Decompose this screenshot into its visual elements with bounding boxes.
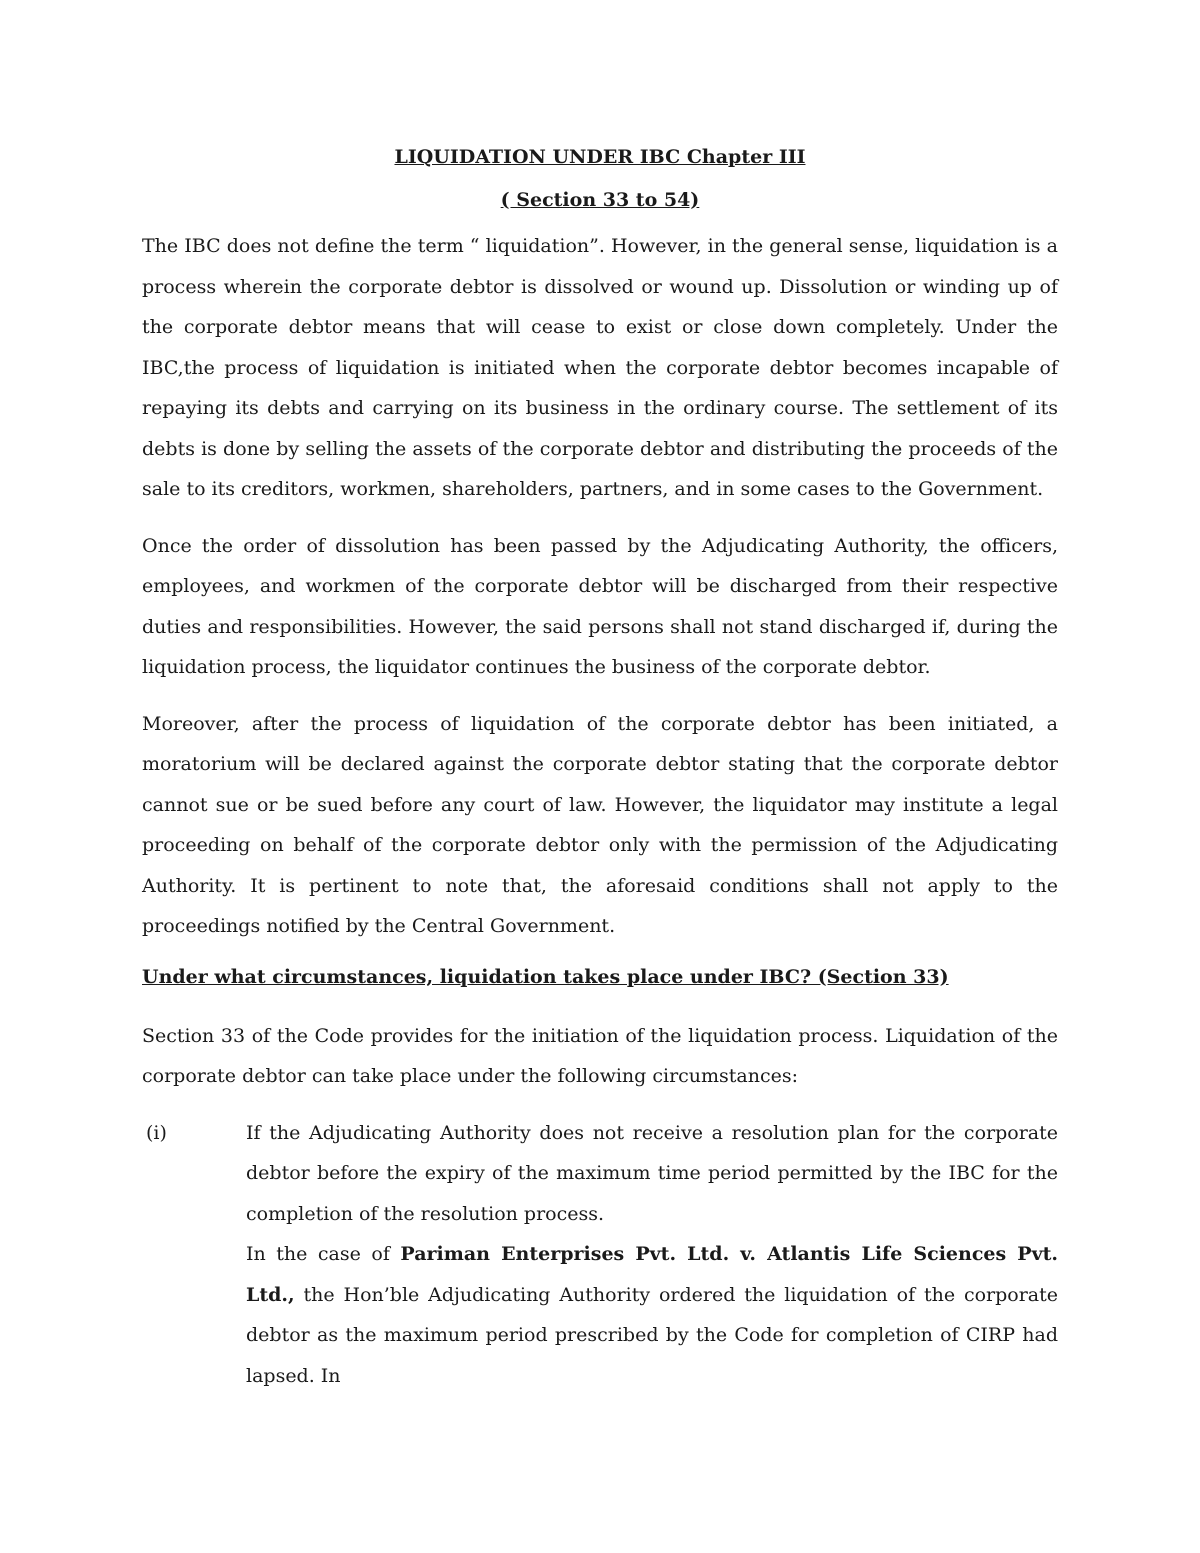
case-reference-paragraph [246,1234,1058,1396]
document-subtitle: ( Section 33 to 54) [500,189,700,211]
paragraph-dissolution-order: Once the order of dissolution has been passed by the Adjudicating Authority, the officers, employees, and workmen of the corporate debtor will be discharged from their respective duties and responsibilities. However, the said persons shall not stand discharged if, during the liquidation process, the liquidator continues the business of the corporate debtor. [142,534,1058,678]
list-item-text: If the Adjudicating Authority does not receive a resolution plan for the corporate debtor before the expiry of the maximum time period permitted by the IBC for the completion of the resolution process. [246,1121,1058,1225]
case-name: Pariman Enterprises Pvt. Ltd. v. Atlantis Life Sciences Pvt. Ltd., [246,1243,1059,1306]
section-33-intro: Section 33 of the Code provides for the initiation of the liquidation process. Liquidation of the corporate debtor can take place under the following circumstances: [142,1024,1058,1087]
section-33-heading: Under what circumstances, liquidation takes place under IBC? (Section 33) [142,965,949,988]
case-suffix: the Hon’ble Adjudicating Authority ordered the liquidation of the corporate debtor as the maximum period prescribed by the Code for completion of CIRP had lapsed. In [246,1283,1058,1387]
paragraph-moratorium: Moreover, after the process of liquidation of the corporate debtor has been initiated, a moratorium will be declared against the corporate debtor stating that the corporate debtor cannot sue or be sued before any court of law. However, the liquidator may institute a legal proceeding on behalf of the corporate debtor only with the permission of the Adjudicating Authority. It is pertinent to note that, the aforesaid conditions shall not apply to the proceedings notified by the Central Government. [142,712,1058,937]
paragraph-liquidation-definition: The IBC does not define the term “ liquidation”. However, in the general sense, liquidation is a process wherein the corporate debtor is dissolved or wound up. Dissolution or winding up of the corporate debtor means that will cease to exist or close down completely. Under the IBC,the process of liquidation is initiated when the corporate debtor becomes incapable of repaying its debts and carrying on its business in the ordinary course. The settlement of its debts is done by selling the assets of the corporate debtor and distributing the proceeds of the sale to its creditors, workmen, shareholders, partners, and in some cases to the Government. [142,235,1058,500]
document-page [142,143,1058,1396]
document-title: LIQUIDATION UNDER IBC Chapter III [394,146,806,168]
case-prefix: In the case of [246,1243,401,1265]
list-item [142,1113,1058,1397]
list-marker: (i) [146,1121,167,1144]
